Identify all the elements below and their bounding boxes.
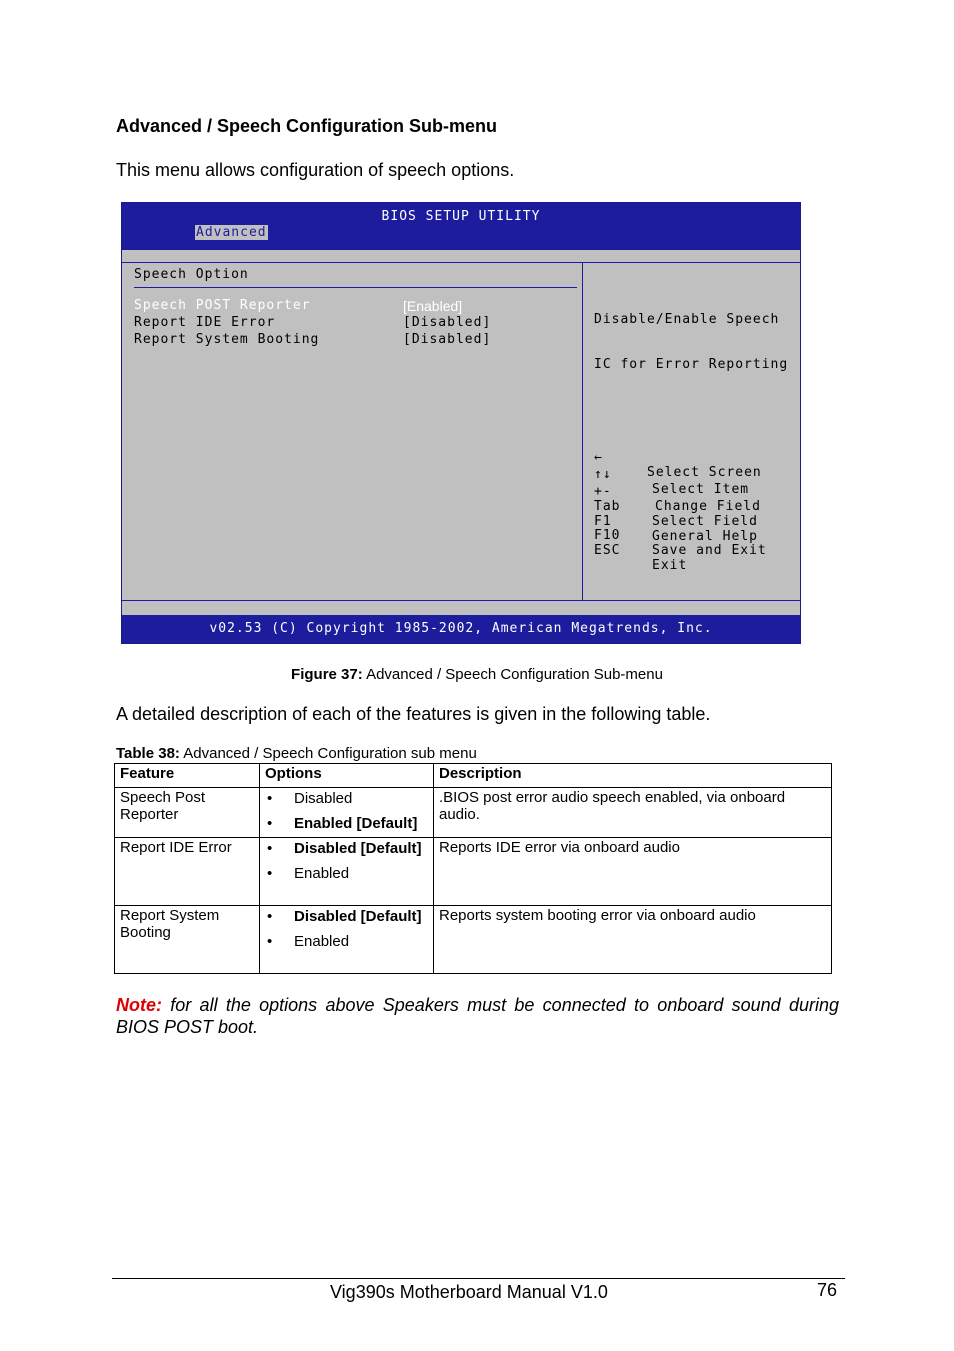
key-label: F10 — [594, 528, 621, 543]
key-label: ESC — [594, 543, 621, 558]
bios-key-legend — [594, 435, 767, 573]
key-desc: Exit — [652, 558, 688, 573]
cell-description: Reports system booting error via onboard audio — [434, 906, 832, 974]
key-desc: Change Field — [655, 499, 761, 514]
footer-rule — [112, 1278, 845, 1279]
key-label: +- — [594, 484, 612, 499]
figure-caption-label: Figure 37: — [291, 666, 363, 683]
arrow-left-icon: ← — [594, 450, 603, 465]
figure-caption-text: Advanced / Speech Configuration Sub-menu — [362, 666, 663, 683]
bios-value-speech-post-reporter[interactable]: [Enabled] — [403, 298, 463, 314]
option-text: Enabled [Default] — [294, 815, 418, 832]
bios-copyright: v02.53 (C) Copyright 1985-2002, American Megatrends, Inc. — [209, 621, 713, 636]
bios-item-report-system-booting[interactable]: Report System Booting — [134, 332, 320, 347]
bios-value-report-ide-error[interactable]: [Disabled] — [403, 315, 492, 330]
key-desc: Select Screen — [647, 465, 762, 480]
key-desc: Select Item — [652, 482, 750, 497]
header-options: Options — [260, 764, 434, 788]
table-intro-text: A detailed description of each of the features is given in the following table. — [116, 704, 711, 724]
bios-panel-underline — [134, 287, 577, 288]
key-desc: Save and Exit — [652, 543, 767, 558]
option-item: • Disabled [Default] — [267, 908, 422, 925]
bios-bottom-line — [122, 600, 800, 601]
option-item: • Enabled — [267, 933, 350, 950]
cell-description: Reports IDE error via onboard audio — [434, 838, 832, 906]
bios-value-report-system-booting[interactable]: [Disabled] — [403, 332, 492, 347]
header-feature: Feature — [115, 764, 260, 788]
note-body: for all the options above Speakers must be connected to onboard sound during BIOS POST boot. — [116, 995, 839, 1037]
table-row — [115, 788, 832, 838]
bios-screenshot — [121, 202, 801, 644]
option-item: • Enabled — [267, 865, 350, 882]
option-text: Disabled [Default] — [294, 840, 422, 857]
cell-options — [260, 906, 434, 974]
key-desc: General Help — [652, 529, 758, 544]
bios-title: BIOS SETUP UTILITY — [381, 209, 541, 224]
key-legend-row — [594, 528, 688, 573]
option-item: • Enabled [Default] — [267, 815, 418, 832]
bios-item-speech-post-reporter[interactable]: Speech POST Reporter — [134, 298, 311, 313]
bios-help-text — [594, 282, 788, 402]
cell-description: .BIOS post error audio speech enabled, via onboard audio. — [434, 788, 832, 838]
option-text: Disabled [Default] — [294, 908, 422, 925]
table-header-row — [115, 764, 832, 788]
note-text — [116, 994, 839, 1038]
arrow-up-down-icon: ↑↓ — [594, 467, 612, 482]
bios-panel-title: Speech Option — [134, 267, 249, 282]
table-caption-label: Table 38: — [116, 745, 180, 762]
footer-title: Vig390s Motherboard Manual V1.0 — [330, 1282, 608, 1302]
table-row — [115, 838, 832, 906]
cell-options — [260, 788, 434, 838]
key-desc: Select Field — [652, 514, 758, 529]
option-item: • Disabled [Default] — [267, 840, 422, 857]
figure-caption — [0, 666, 954, 683]
page-number: 76 — [817, 1280, 838, 1300]
table-row — [115, 906, 832, 974]
cell-feature: Report IDE Error — [115, 838, 260, 906]
key-legend-row — [594, 435, 762, 480]
bios-tab-strip — [122, 250, 800, 263]
header-description: Description — [434, 764, 832, 788]
key-label: Tab — [594, 499, 621, 514]
bios-help-line: Disable/Enable Speech — [594, 312, 780, 327]
section-title: Advanced / Speech Configuration Sub-menu — [116, 116, 498, 136]
option-text: Enabled — [294, 865, 350, 882]
option-text: Enabled — [294, 933, 350, 950]
bios-help-line: IC for Error Reporting — [594, 357, 789, 372]
key-label: F1 — [594, 514, 612, 529]
bios-item-report-ide-error[interactable]: Report IDE Error — [134, 315, 276, 330]
feature-table — [114, 763, 832, 974]
table-caption — [116, 745, 477, 762]
note-label: Note: — [116, 995, 162, 1015]
cell-options — [260, 838, 434, 906]
cell-feature: Report System Booting — [115, 906, 260, 974]
bios-panel-divider — [582, 263, 583, 600]
cell-feature: Speech Post Reporter — [115, 788, 260, 838]
intro-text: This menu allows configuration of speech options. — [116, 160, 515, 180]
tab-advanced[interactable]: Advanced — [196, 225, 267, 240]
option-item: • Disabled — [267, 790, 353, 807]
option-text: Disabled — [294, 790, 353, 807]
table-caption-text: Advanced / Speech Configuration sub menu — [179, 745, 477, 762]
